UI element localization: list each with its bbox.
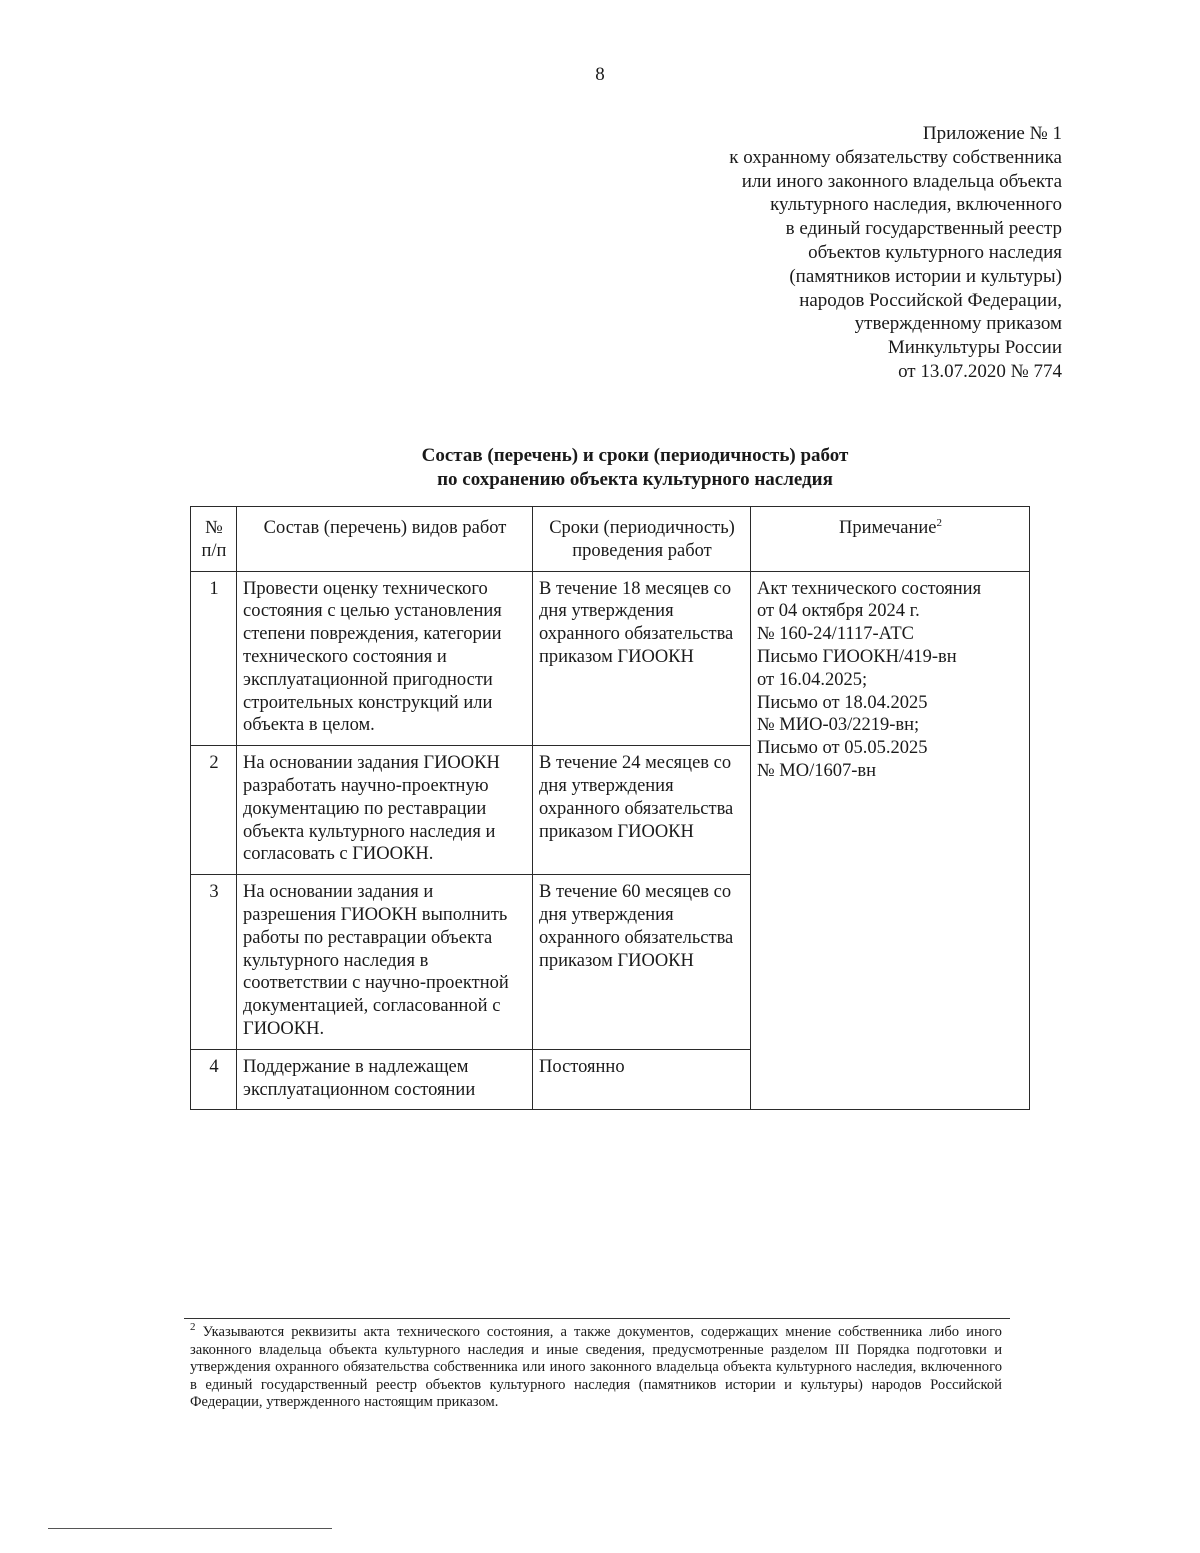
footnote-marker: 2 <box>190 1321 196 1334</box>
table-header-row <box>191 507 1030 572</box>
header-term: Сроки (периодичность) проведения работ <box>533 507 751 572</box>
row-term: В течение 60 месяцев со дня утверждения охранного обязательства приказом ГИООКН <box>533 875 751 1050</box>
note-line: Акт технического состояния <box>757 578 982 599</box>
row-term: В течение 18 месяцев со дня утверждения охранного обязательства приказом ГИООКН <box>533 571 751 746</box>
row-work: На основании задания и разрешения ГИООКН выполнить работы по реставрации объекта культурного наследия в соответствии с научно-проектной документацией, согласованной с ГИООКН. <box>237 875 533 1050</box>
appendix-header <box>642 122 1062 384</box>
appendix-line: объектов культурного наследия <box>808 241 1062 263</box>
works-table <box>190 506 1030 1110</box>
document-title <box>0 444 1200 492</box>
table-row <box>191 571 1030 746</box>
row-num: 4 <box>191 1049 237 1110</box>
header-note-label: Примечание <box>839 518 937 538</box>
appendix-line: утвержденному приказом <box>854 313 1062 335</box>
note-line: от 16.04.2025; <box>757 669 868 690</box>
row-term: В течение 24 месяцев со дня утверждения охранного обязательства приказом ГИООКН <box>533 746 751 875</box>
header-note <box>751 507 1030 572</box>
footnote-text: Указываются реквизиты акта технического состояния, а также документов, содержащих мнение собственника либо иного законного владельца объекта культурного наследия и иные сведения, предусмотренные разделом III Порядка подготовки и утверждения охранного обязательства собственника или иного законного владельца объекта культурного наследия, включенного в единый государственный реестр объектов культурного наследия (памятников истории и культуры) народов Российской Федерации, утвержденного настоящим приказом. <box>190 1324 1002 1411</box>
appendix-line: Приложение № 1 <box>922 123 1062 144</box>
header-work: Состав (перечень) видов работ <box>237 507 533 572</box>
row-num: 3 <box>191 875 237 1050</box>
note-line: № 160-24/1117-АТС <box>757 624 914 645</box>
row-num: 2 <box>191 746 237 875</box>
appendix-line: от 13.07.2020 № 774 <box>898 360 1062 382</box>
appendix-line: или иного законного владельца объекта <box>741 170 1062 192</box>
note-line: Письмо ГИООКН/419-вн <box>757 646 957 667</box>
appendix-line: (памятников истории и культуры) <box>789 265 1062 287</box>
appendix-line: народов Российской Федерации, <box>799 289 1062 311</box>
note-line: Письмо от 05.05.2025 <box>757 738 928 759</box>
row-note <box>751 571 1030 1110</box>
row-num: 1 <box>191 571 237 746</box>
appendix-line: в единый государственный реестр <box>785 218 1062 240</box>
bottom-divider <box>48 1528 332 1529</box>
title-line: Состав (перечень) и сроки (периодичность) работ <box>421 445 849 466</box>
note-line: от 04 октября 2024 г. <box>757 601 920 622</box>
appendix-line: Минкультуры России <box>887 337 1062 359</box>
note-line: № МИО-03/2219-вн; <box>757 715 920 736</box>
footnote-ref: 2 <box>936 516 942 529</box>
appendix-line: к охранному обязательству собственника <box>729 146 1062 168</box>
header-num: № п/п <box>191 507 237 572</box>
note-line: № МО/1607-вн <box>757 760 877 781</box>
note-line: Письмо от 18.04.2025 <box>757 692 928 713</box>
footnote <box>190 1321 1002 1412</box>
row-work: На основании задания ГИООКН разработать научно-проектную документацию по реставрации объекта культурного наследия и согласовать с ГИООКН. <box>237 746 533 875</box>
row-work: Поддержание в надлежащем эксплуатационном состоянии <box>237 1049 533 1110</box>
row-term: Постоянно <box>533 1049 751 1110</box>
title-line: по сохранению объекта культурного наследия <box>437 469 833 490</box>
row-work: Провести оценку технического состояния с целью установления степени повреждения, категории технического состояния и эксплуатационной пригодности строительных конструкций или объекта в целом. <box>237 571 533 746</box>
appendix-line: культурного наследия, включенного <box>770 194 1062 216</box>
page-number: 8 <box>595 64 605 85</box>
footnote-divider <box>184 1318 1010 1319</box>
